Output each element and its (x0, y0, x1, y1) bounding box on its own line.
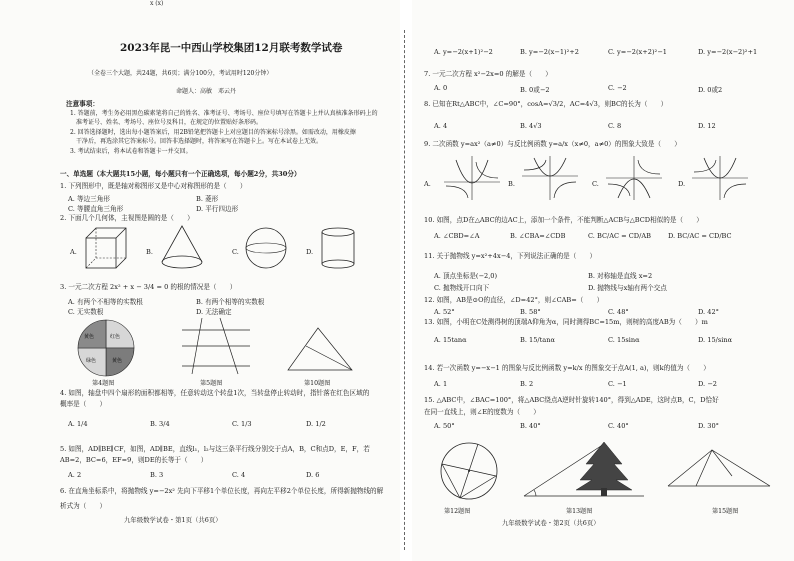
sector-label: 红色 (110, 334, 121, 340)
q9-option-d: D. (678, 180, 686, 188)
notice-line: 3. 考试结束后，将本试卷和答题卡一并交回。 (70, 148, 192, 155)
right-page (412, 0, 794, 561)
notice-line: 干净后，再选涂其它答案标号。回答非选择题时，将答案写在答题卡上。写在本试卷上无效。 (76, 138, 323, 145)
q13-option-b: B. 15/tanα (520, 336, 555, 344)
notice-title: 注意事项： (66, 100, 99, 108)
cone-figure (158, 224, 206, 272)
q7-option-a: A. 0 (434, 84, 448, 92)
notice-line: 准考证号、姓名、考场号、座位号及科目，在规定的位置贴好条形码。 (76, 119, 263, 126)
q1-option-c: C. 等腰直角三角形 (68, 205, 124, 213)
rotation-figure (666, 446, 776, 498)
page-footer: 九年级数学试卷・第1页（共6页） (124, 516, 222, 524)
q15-option-b: B. 40° (520, 422, 541, 430)
q3-option-d: D. 无法确定 (196, 308, 232, 316)
q10-option-c: C. BC/AC = CD/AB (588, 232, 651, 240)
q6-option-d: D. y=−2(x−2)²+1 (698, 48, 758, 56)
sector-label: 绿色 (86, 358, 97, 364)
q15-option-d: D. 30° (698, 422, 719, 430)
parallel-lines-figure (180, 316, 252, 376)
q2-option-c: C. (232, 248, 239, 256)
q5-option-b: B. 3 (150, 471, 164, 479)
q3-option-a: A. 有两个不相等的实数根 (68, 298, 143, 306)
q8-option-a: A. 4 (434, 122, 448, 130)
q11-option-a: A. 顶点坐标是(−2,0) (434, 272, 498, 280)
spinner-figure (74, 318, 138, 378)
q6-option-c: C. y=−2(x+2)²−1 (608, 48, 667, 56)
q7-option-c: C. −2 (608, 84, 627, 92)
q15-stem-2: 在同一直线上，则∠E的度数为（ ） (424, 408, 540, 416)
q13-option-d: D. 15/sinα (698, 336, 733, 344)
q9-option-a: A. (424, 180, 431, 188)
q14-option-a: A. 1 (434, 380, 448, 388)
q6-option-a: A. y=−2(x+1)²−2 (434, 48, 493, 56)
fig12-caption: 第12题图 (444, 508, 471, 515)
q11-option-c: C. 抛物线开口向下 (434, 284, 490, 292)
tree-figure (520, 438, 650, 500)
q6-option-b: B. y=−2(x−1)²+2 (520, 48, 579, 56)
q4-option-a: A. 1/4 (68, 420, 88, 428)
q10-option-d: D. BC/AC = CD/BC (668, 232, 732, 240)
q14-option-b: B. 2 (520, 380, 534, 388)
q1-option-d: D. 平行四边形 (196, 205, 239, 213)
q9-option-c: C. (592, 180, 599, 188)
q3-option-c: C. 无实数根 (68, 308, 104, 316)
sector-label: 黄色 (84, 334, 95, 340)
setters: 命题人：高敏 邓云丹 (176, 88, 237, 95)
q11-option-b: B. 对称轴是直线 x=2 (588, 272, 653, 280)
q6-stem-2: 析式为（ ） (60, 502, 107, 510)
q1-option-b: B. 菱形 (196, 195, 219, 203)
exam-info: （全卷三个大题，共24题，共6页；满分100分，考试用时120分钟） (88, 70, 273, 77)
q7-option-b: B. 0或−2 (520, 86, 550, 94)
q3-option-b: B. 有两个相等的实数根 (196, 298, 265, 306)
q14-stem: 14. 若一次函数 y=−x−1 的图象与反比例函数 y=k/x 的图象交于点A(1, a)，则k的值为（ ） (424, 364, 710, 372)
page-divider (404, 30, 405, 550)
q15-option-c: C. 40° (608, 422, 629, 430)
fig5-caption: 第5题图 (200, 380, 223, 387)
exam-title: 2023年昆一中西山学校集团12月联考数学试卷 (120, 42, 343, 54)
q2-option-b: B. (146, 248, 153, 256)
q12-option-a: A. 52° (434, 308, 455, 316)
fig4-caption: 第4题图 (92, 380, 115, 387)
q11-stem: 11. 关于抛物线 y=x²+4x−4，下列说法正确的是（ ） (424, 252, 597, 260)
q8-option-c: C. 8 (608, 122, 622, 130)
q5-stem: 5. 如图，AD∥BE∥CF，如图，AD∥BE，直线l₁，l₂与这三条平行线分别交于点A，B，C和点D，E，F，若 (60, 445, 370, 453)
fig10-caption: 第10题图 (304, 380, 331, 387)
q8-option-d: D. 12 (698, 122, 716, 130)
sphere-figure (244, 226, 288, 270)
q7-stem: 7. 一元二次方程 x²−2x=0 的解是（ ） (424, 70, 552, 78)
q12-stem: 12. 如图，AB是⊙O的直径，∠D=42°，则∠CAB=（ ） (424, 296, 604, 304)
q13-option-c: C. 15sinα (608, 336, 640, 344)
q2-option-d: D. (306, 248, 314, 256)
page-footer: 九年级数学试卷・第2页（共6页） (502, 519, 600, 527)
q10-stem: 10. 如图，点D在△ABC的边AC上，添加一个条件，不能判断△ACB与△BCD相似的是（ ） (424, 216, 703, 224)
q8-option-b: B. 4√3 (520, 122, 542, 130)
q4-option-c: C. 1/3 (232, 420, 252, 428)
q5-option-c: C. 4 (232, 471, 246, 479)
section-title: 一、单选题（本大题共15小题，每小题只有一个正确选项，每小题2分，共30分） (60, 170, 301, 178)
graph-c (606, 156, 662, 200)
q7-option-d: D. 0或2 (698, 86, 723, 94)
q15-stem: 15. △ABC中，∠BAC=100°，将△ABC绕点A逆时针旋转140°，得到△ADE，这时点B，C，D恰好 (424, 396, 719, 404)
q5-option-a: A. 2 (68, 471, 82, 479)
q15-option-a: A. 50° (434, 422, 455, 430)
q5-option-d: D. 6 (306, 471, 320, 479)
q5-stem-2: AB=2，BC=6，EF=9，则DE的长等于（ ） (60, 456, 208, 464)
sector-label: 黄色 (112, 358, 123, 364)
circle-figure (434, 440, 504, 502)
q2-stem: 2. 下面几个几何体，主视图是圆的是（ ） (60, 214, 194, 222)
cylinder-figure (318, 226, 358, 272)
triangle-figure (284, 324, 356, 374)
header-scrap: x (x) (150, 0, 164, 7)
q9-stem: 9. 二次函数 y=ax²（a≠0）与反比例函数 y=a/x（x≠0，a≠0）的图象大致是（ ） (424, 140, 681, 148)
notice-line: 1. 答题前，考生务必用黑色碳素笔将自己的姓名、准考证号、考场号、座位号填写在答题卡上并认真核准条形码上的 (70, 110, 378, 117)
q3-stem: 3. 一元二次方程 2x² + x − 3/4 = 0 的根的情况是（ ） (60, 283, 237, 291)
q11-option-d: D. 抛物线与x轴有两个交点 (588, 284, 667, 292)
q10-option-b: B. ∠CBA=∠CDB (510, 232, 566, 240)
q14-option-d: D. −2 (698, 380, 717, 388)
q4-stem: 4. 如图，轴盘中四个扇形的面积都相等，任意转动这个转盘1次，当转盘停止转动时，指针落在红色区域的 (60, 389, 370, 397)
q14-option-c: C. −1 (608, 380, 627, 388)
fig13-caption: 第13题图 (566, 508, 593, 515)
q13-stem: 13. 如图，小明在C处测得树的顶端A仰角为α，同时测得BC=15m，则树的高度AB为（ ）m (424, 318, 708, 326)
q2-option-a: A. (70, 248, 77, 256)
q4-option-b: B. 3/4 (150, 420, 170, 428)
q12-option-b: B. 58° (520, 308, 541, 316)
q1-stem: 1. 下列图形中，既是轴对称图形又是中心对称图形的是（ ） (60, 182, 247, 190)
q4-option-d: D. 1/2 (306, 420, 326, 428)
q12-option-d: D. 42° (698, 308, 719, 316)
fig15-caption: 第15题图 (712, 508, 739, 515)
graph-a (444, 156, 500, 200)
graph-d (692, 156, 748, 200)
q6-stem: 6. 在直角坐标系中，将抛物线 y=−2x² 先向下平移1个单位长度，再向左平移2个单位长度，所得新抛物线的解 (60, 487, 384, 495)
q4-stem-2: 概率是（ ） (60, 400, 107, 408)
notice-line: 2. 回答选择题时，选出每小题答案后，用2B铅笔把答题卡上对应题目的答案标号涂黑。如需改动，用橡皮擦 (70, 129, 356, 136)
cube-figure (84, 226, 130, 270)
graph-b (522, 156, 578, 200)
q13-option-a: A. 15tanα (434, 336, 467, 344)
q10-option-a: A. ∠CBD=∠A (434, 232, 480, 240)
q1-option-a: A. 等边三角形 (68, 195, 110, 203)
q8-stem: 8. 已知在Rt△ABC中，∠C=90°，cosA=√3/2，AC=4√3，则BC的长为（ ） (424, 100, 668, 108)
q12-option-c: C. 48° (608, 308, 629, 316)
q9-option-b: B. (508, 180, 515, 188)
